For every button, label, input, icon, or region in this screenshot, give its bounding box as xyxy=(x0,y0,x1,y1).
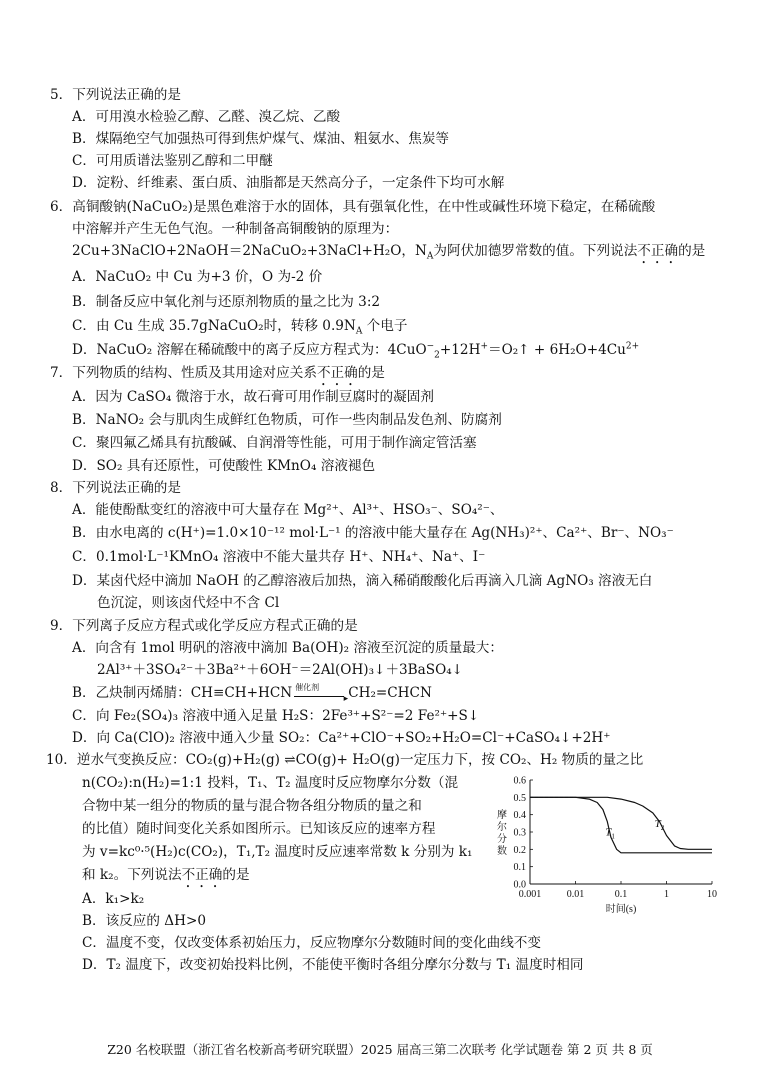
series-label-sub: 2 xyxy=(660,823,665,832)
q5-option-b: B．煤隔绝空气加强热可得到焦炉煤气、煤油、粗氨水、焦炭等 xyxy=(72,131,450,147)
y-tick-label: 0.5 xyxy=(513,792,526,804)
q9-stem: 9．下列离子反应方程式或化学反应方程式正确的是 xyxy=(50,618,358,634)
mole-fraction-chart xyxy=(480,770,725,920)
q7-stem xyxy=(50,364,385,389)
q7-option-d: D．SO₂ 具有还原性，可使酸性 KMnO₄ 溶液褪色 xyxy=(72,458,376,474)
q6-negation: 不正确 xyxy=(637,243,679,259)
x-tick-label: 0.001 xyxy=(518,889,542,900)
q6-sub-a: A xyxy=(426,251,434,262)
y-axis-label-char: 尔 xyxy=(497,822,507,833)
q7-option-a: A．因为 CaSO₄ 微溶于水，故石膏可用作制豆腐时的凝固剂 xyxy=(72,389,434,405)
q10-stem-line4: 的比值）随时间变化关系如图所示。已知该反应的速率方程 xyxy=(82,821,436,837)
q9-b-text: B．乙炔制丙烯腈：CH≡CH+HCN xyxy=(72,685,293,701)
q6-stem-end: 的是 xyxy=(678,243,706,259)
q7-option-c: C．聚四氟乙烯具有抗酸碱、自润滑等性能，可用于制作滴定管活塞 xyxy=(72,435,477,451)
q9-catalyst-arrow xyxy=(292,682,349,704)
q8-option-a: A．能使酚酞变红的溶液中可大量存在 Mg²⁺、Al³⁺、HSO₃⁻、SO₄²⁻、 xyxy=(72,502,504,518)
q6-equation: 2Cu+3NaClO+2NaOH＝2NaCuO₂+3NaCl+H₂O，N xyxy=(72,243,427,259)
q6-d-sup3: 2+ xyxy=(625,341,640,352)
q5-stem: 5．下列说法正确的是 xyxy=(50,87,181,103)
q10-negation: 不正确 xyxy=(181,867,223,883)
series-line-t2 xyxy=(530,797,712,849)
x-tick-label: 1 xyxy=(664,889,669,900)
q10-option-d: D．T₂ 温度下，改变初始投料比例，不能使平衡时各组分摩尔分数与 T₁ 温度时相同 xyxy=(82,957,584,973)
x-axis-label: 时间(s) xyxy=(605,904,637,915)
q9-option-b xyxy=(72,684,432,702)
q7-option-b: B．NaNO₂ 会与肌肉生成鲜红色物质，可作一些肉制品发色剂、防腐剂 xyxy=(72,412,502,428)
q6-option-c xyxy=(72,317,407,335)
q9-b-product: CH₂=CHCN xyxy=(348,685,432,701)
q6-d-sub1: 2 xyxy=(434,350,440,361)
q6-stem-line2: 中溶解并产生无色气泡。一种制备高铜酸钠的原理为： xyxy=(72,221,399,237)
q10-option-a: A．k₁>k₂ xyxy=(82,891,145,907)
x-tick-label: 10 xyxy=(707,889,717,900)
chart-axes xyxy=(514,776,718,901)
q10-stem-line5: 为 v=kc⁰·⁵(H₂)c(CO₂)，T₁,T₂ 温度时反应速率常数 k 分别为 k₁ xyxy=(82,844,473,860)
q6-stem-line3 xyxy=(72,242,705,267)
q7-stem-text: 7．下列物质的结构、性质及其用途对应关系 xyxy=(50,365,317,381)
q6-stem-line1: 6．高铜酸钠(NaCuO₂)是黑色难溶于水的固体，具有强氧化性，在中性或碱性环境下稳定，在稀硫酸 xyxy=(50,199,656,215)
q6-c-text: C．由 Cu 生成 35.7gNaCuO₂时，转移 0.9N xyxy=(72,318,356,334)
q8-option-b: B．由水电离的 c(H⁺)=1.0×10⁻¹² mol·L⁻¹ 的溶液中能大量存在 Ag(NH₃)²⁺、Ca²⁺、Br⁻、NO₃⁻ xyxy=(72,525,674,541)
x-tick-label: 0.1 xyxy=(614,889,628,900)
q5-option-c: C．可用质谱法鉴别乙醇和二甲醚 xyxy=(72,153,273,169)
arrow-head-icon: ▸ xyxy=(343,693,349,704)
q6-d-text3: ＝O₂↑ + 6H₂O+4Cu xyxy=(487,342,626,358)
q6-option-b: B．制备反应中氧化剂与还原剂物质的量之比为 3:2 xyxy=(72,294,381,310)
q7-stem-end: 的是 xyxy=(357,365,385,381)
q6-c-end: 个电子 xyxy=(362,318,408,334)
q10-stem-line3: 合物中某一组分的物质的量与混合物各组分物质的量之和 xyxy=(82,798,422,814)
q6-option-a: A．NaCuO₂ 中 Cu 为+3 价，O 为-2 价 xyxy=(72,269,323,285)
q10-stem-end: 的是 xyxy=(222,867,250,883)
q8-option-c: C．0.1mol·L⁻¹KMnO₄ 溶液中不能大量共存 H⁺、NH₄⁺、Na⁺、I⁻ xyxy=(72,549,486,565)
q8-option-d-line1: D．某卤代烃中滴加 NaOH 的乙醇溶液后加热，滴入稀硝酸酸化后再滴入几滴 AgNO₃ 溶液无白 xyxy=(72,573,653,589)
q10-stem-line6 xyxy=(82,866,250,891)
q7-negation: 不正确 xyxy=(316,365,358,381)
series-label-2: $T_2$ xyxy=(654,817,665,832)
y-tick-label: 0.0 xyxy=(513,879,526,891)
y-axis-label-char: 数 xyxy=(497,846,507,857)
q9-option-c: C．向 Fe₂(SO₄)₃ 溶液中通入足量 H₂S：2Fe³⁺+S²⁻=2 Fe²⁺+S↓ xyxy=(72,708,480,724)
q8-stem: 8．下列说法正确的是 xyxy=(50,480,181,496)
q5-option-a: A．可用溴水检验乙醇、乙醛、溴乙烷、乙酸 xyxy=(72,109,341,125)
q8-option-d-line2: 色沉淀，则该卤代烃中不含 Cl xyxy=(97,595,280,611)
q6-option-d xyxy=(72,341,639,359)
q6-d-text: D．NaCuO₂ 溶解在稀硫酸中的离子反应方程式为：4CuO xyxy=(72,342,427,358)
x-tick-label: 0.01 xyxy=(566,889,585,900)
q10-stem-text: 和 k₂。下列说法 xyxy=(82,867,182,883)
y-tick-label: 0.3 xyxy=(513,827,526,839)
y-tick-label: 0.4 xyxy=(513,810,526,822)
q10-stem-line1: 10．逆水气变换反应：CO₂(g)+H₂(g) ⇌CO(g)+ H₂O(g)一定压力下，按 CO₂、H₂ 物质的量之比 xyxy=(46,752,644,768)
q9-option-a-line2: 2Al³⁺＋3SO₄²⁻＋3Ba²⁺＋6OH⁻＝2Al(OH)₃↓＋3BaSO₄↓ xyxy=(97,662,464,678)
series-line-t1 xyxy=(530,797,712,853)
q10-option-b: B．该反应的 ΔH>0 xyxy=(82,913,206,929)
q9-option-a-line1: A．向含有 1mol 明矾的溶液中滴加 Ba(OH)₂ 溶液至沉淀的质量最大： xyxy=(72,640,503,656)
q6-c-sub: A xyxy=(355,326,363,337)
page-footer: Z20 名校联盟（浙江省名校新高考研究联盟）2025 届高三第二次联考 化学试题卷 第 2 页 共 8 页 xyxy=(107,1042,653,1057)
arrow-line xyxy=(294,696,344,697)
q10-stem-line2: n(CO₂):n(H₂)=1:1 投料，T₁、T₂ 温度时反应物摩尔分数（混 xyxy=(82,775,459,791)
q9-option-d: D．向 Ca(ClO)₂ 溶液中通入少量 SO₂：Ca²⁺+ClO⁻+SO₂+H₂O=Cl⁻+CaSO₄↓+2H⁺ xyxy=(72,730,611,746)
chart-curves xyxy=(530,797,712,853)
q5-option-d: D．淀粉、纤维素、蛋白质、油脂都是天然高分子，一定条件下均可水解 xyxy=(72,175,505,191)
series-label-sub: 1 xyxy=(611,832,615,841)
y-axis-label-char: 摩 xyxy=(497,810,507,821)
y-axis-label-char: 分 xyxy=(497,834,507,845)
y-tick-label: 0.6 xyxy=(513,775,526,787)
q6-d-text2: +12H xyxy=(439,342,481,358)
series-label-1: $T_1$ xyxy=(605,826,615,841)
q6-stem-text: 为阿伏加德罗常数的值。下列说法 xyxy=(433,243,638,259)
y-tick-label: 0.2 xyxy=(513,844,526,856)
q6-d-sup2: + xyxy=(480,341,488,352)
q6-d-sup1: − xyxy=(426,341,435,352)
q10-option-c: C．温度不变，仅改变体系初始压力，反应物摩尔分数随时间的变化曲线不变 xyxy=(82,935,541,951)
q9-catalyst-label: 催化剂 xyxy=(295,682,320,692)
y-tick-label: 0.1 xyxy=(513,862,526,874)
